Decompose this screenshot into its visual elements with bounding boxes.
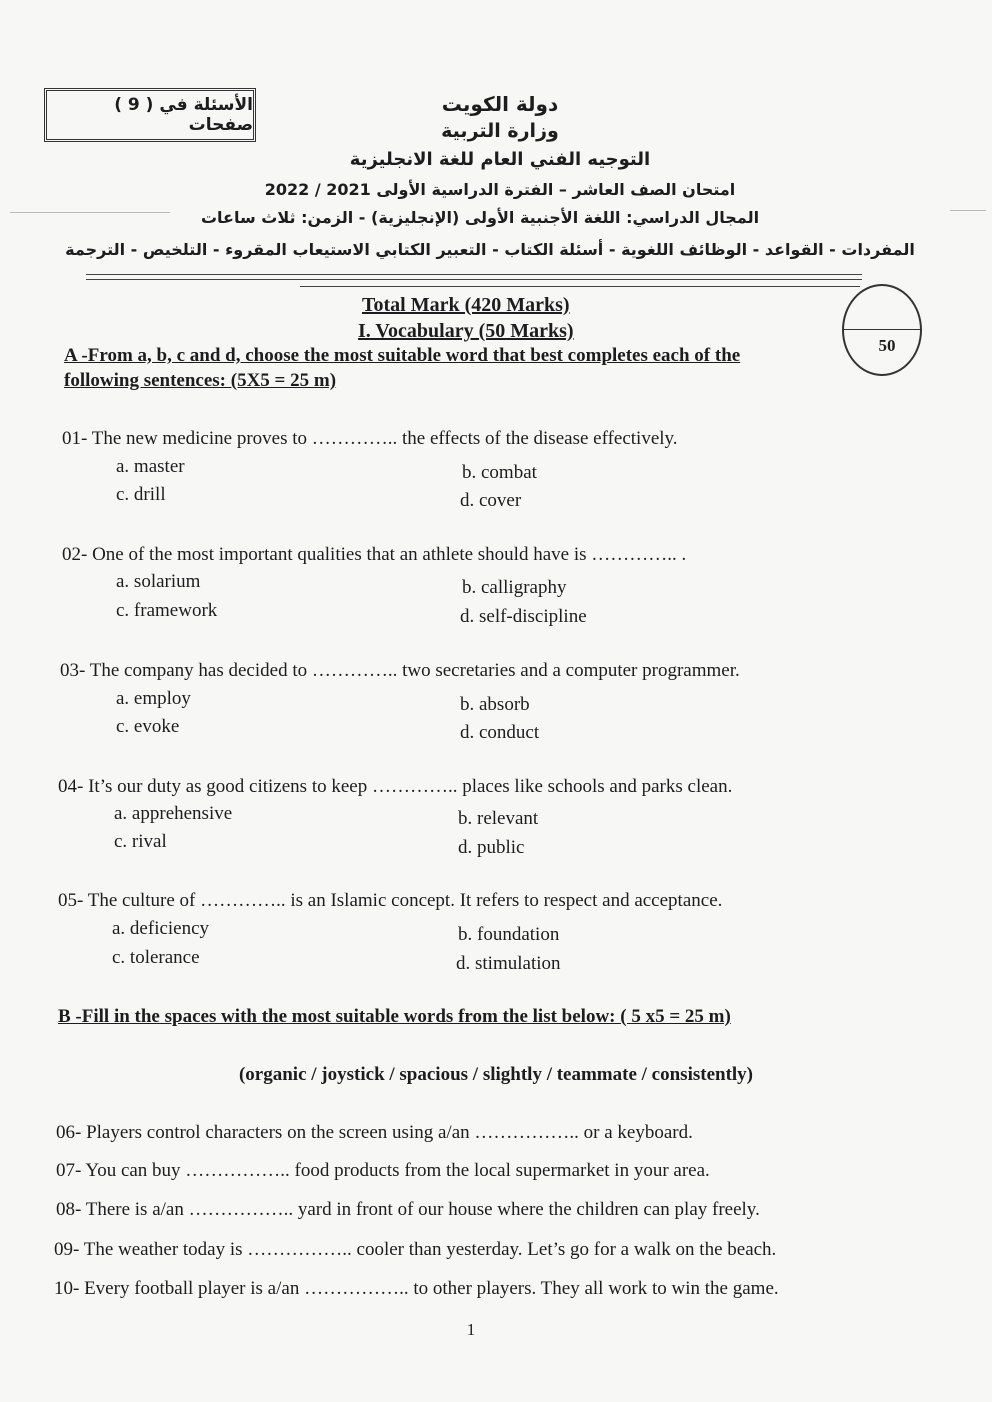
score-circle-divider	[844, 329, 920, 330]
vocabulary-title: I. Vocabulary (50 Marks)	[358, 320, 574, 342]
header-supervision: التوجيه الفني العام للغة الانجليزية	[349, 149, 651, 170]
q03-option-b: b. absorb	[460, 694, 530, 715]
header-exam: امتحان الصف العاشر – الفترة الدراسية الأولى 2021 / 2022	[264, 180, 736, 199]
header-subject: المجال الدراسي: اللغة الأجنبية الأولى (الإنجليزية) - الزمن: ثلاث ساعات	[200, 208, 760, 227]
q04-option-c: c. rival	[114, 831, 167, 852]
q03-option-d: d. conduct	[460, 722, 540, 743]
header-ministry: وزارة التربية	[441, 120, 559, 142]
q05-option-c: c. tolerance	[112, 947, 200, 968]
q04-option-d: d. public	[458, 837, 525, 858]
pages-note: الأسئلة في ( 9 ) صفحات	[114, 95, 253, 135]
divider-line-1	[86, 274, 862, 275]
question-02: 02- One of the most important qualities that an athlete should have is ………….. .	[62, 544, 687, 565]
header-state: دولة الكويت	[441, 92, 559, 116]
sentence-08: 08- There is a/an …………….. yard in front of our house where the children can play freely.	[56, 1199, 760, 1220]
question-01: 01- The new medicine proves to ………….. the effects of the disease effectively.	[62, 428, 678, 449]
divider-line-3	[300, 286, 860, 287]
section-b-word-list: (organic / joystick / spacious / slightly / teammate / consistently)	[238, 1064, 754, 1085]
section-a-instruction-2: following sentences: (5X5 = 25 m)	[64, 370, 337, 391]
total-mark-title: Total Mark (420 Marks)	[362, 294, 570, 316]
q02-option-d: d. self-discipline	[460, 606, 587, 627]
score-circle	[842, 284, 922, 376]
q01-option-b: b. combat	[462, 462, 537, 483]
q05-option-b: b. foundation	[458, 924, 560, 945]
q01-option-a: a. master	[116, 456, 185, 477]
q01-option-c: c. drill	[116, 484, 166, 505]
q05-option-d: d. stimulation	[456, 953, 561, 974]
q05-option-a: a. deficiency	[112, 918, 210, 939]
question-03: 03- The company has decided to ………….. two secretaries and a computer programmer.	[60, 660, 740, 681]
score-total: 50	[878, 336, 896, 355]
q02-option-c: c. framework	[116, 600, 218, 621]
question-05: 05- The culture of ………….. is an Islamic concept. It refers to respect and acceptance.	[58, 890, 723, 911]
question-04: 04- It’s our duty as good citizens to keep ………….. places like schools and parks clean.	[58, 776, 733, 797]
q04-option-a: a. apprehensive	[114, 803, 233, 824]
page-number: 1	[466, 1320, 476, 1339]
pages-count-box	[44, 88, 256, 142]
header-skills: المفردات - القواعد - الوظائف اللغوية - أسئلة الكتاب - التعبير الكتابي الاستيعاب المقروء - التلخيص - الترجمة	[65, 240, 915, 259]
section-b-instruction: B -Fill in the spaces with the most suitable words from the list below: ( 5 x5 = 25 m)	[58, 1006, 731, 1027]
q04-option-b: b. relevant	[458, 808, 539, 829]
q01-option-d: d. cover	[460, 490, 522, 511]
q02-option-b: b. calligraphy	[462, 577, 567, 598]
divider-line-2	[86, 279, 862, 280]
scan-line-right	[950, 210, 986, 211]
q02-option-a: a. solarium	[116, 571, 201, 592]
sentence-06: 06- Players control characters on the screen using a/an …………….. or a keyboard.	[56, 1122, 693, 1143]
sentence-07: 07- You can buy …………….. food products from the local supermarket in your area.	[56, 1160, 710, 1181]
q03-option-a: a. employ	[116, 688, 191, 709]
sentence-09: 09- The weather today is …………….. cooler than yesterday. Let’s go for a walk on the beach.	[54, 1239, 777, 1260]
q03-option-c: c. evoke	[116, 716, 180, 737]
scan-line-left	[10, 212, 170, 213]
sentence-10: 10- Every football player is a/an …………….. to other players. They all work to win the game.	[54, 1278, 779, 1299]
section-a-instruction-1: A -From a, b, c and d, choose the most suitable word that best completes each of the	[64, 345, 741, 366]
